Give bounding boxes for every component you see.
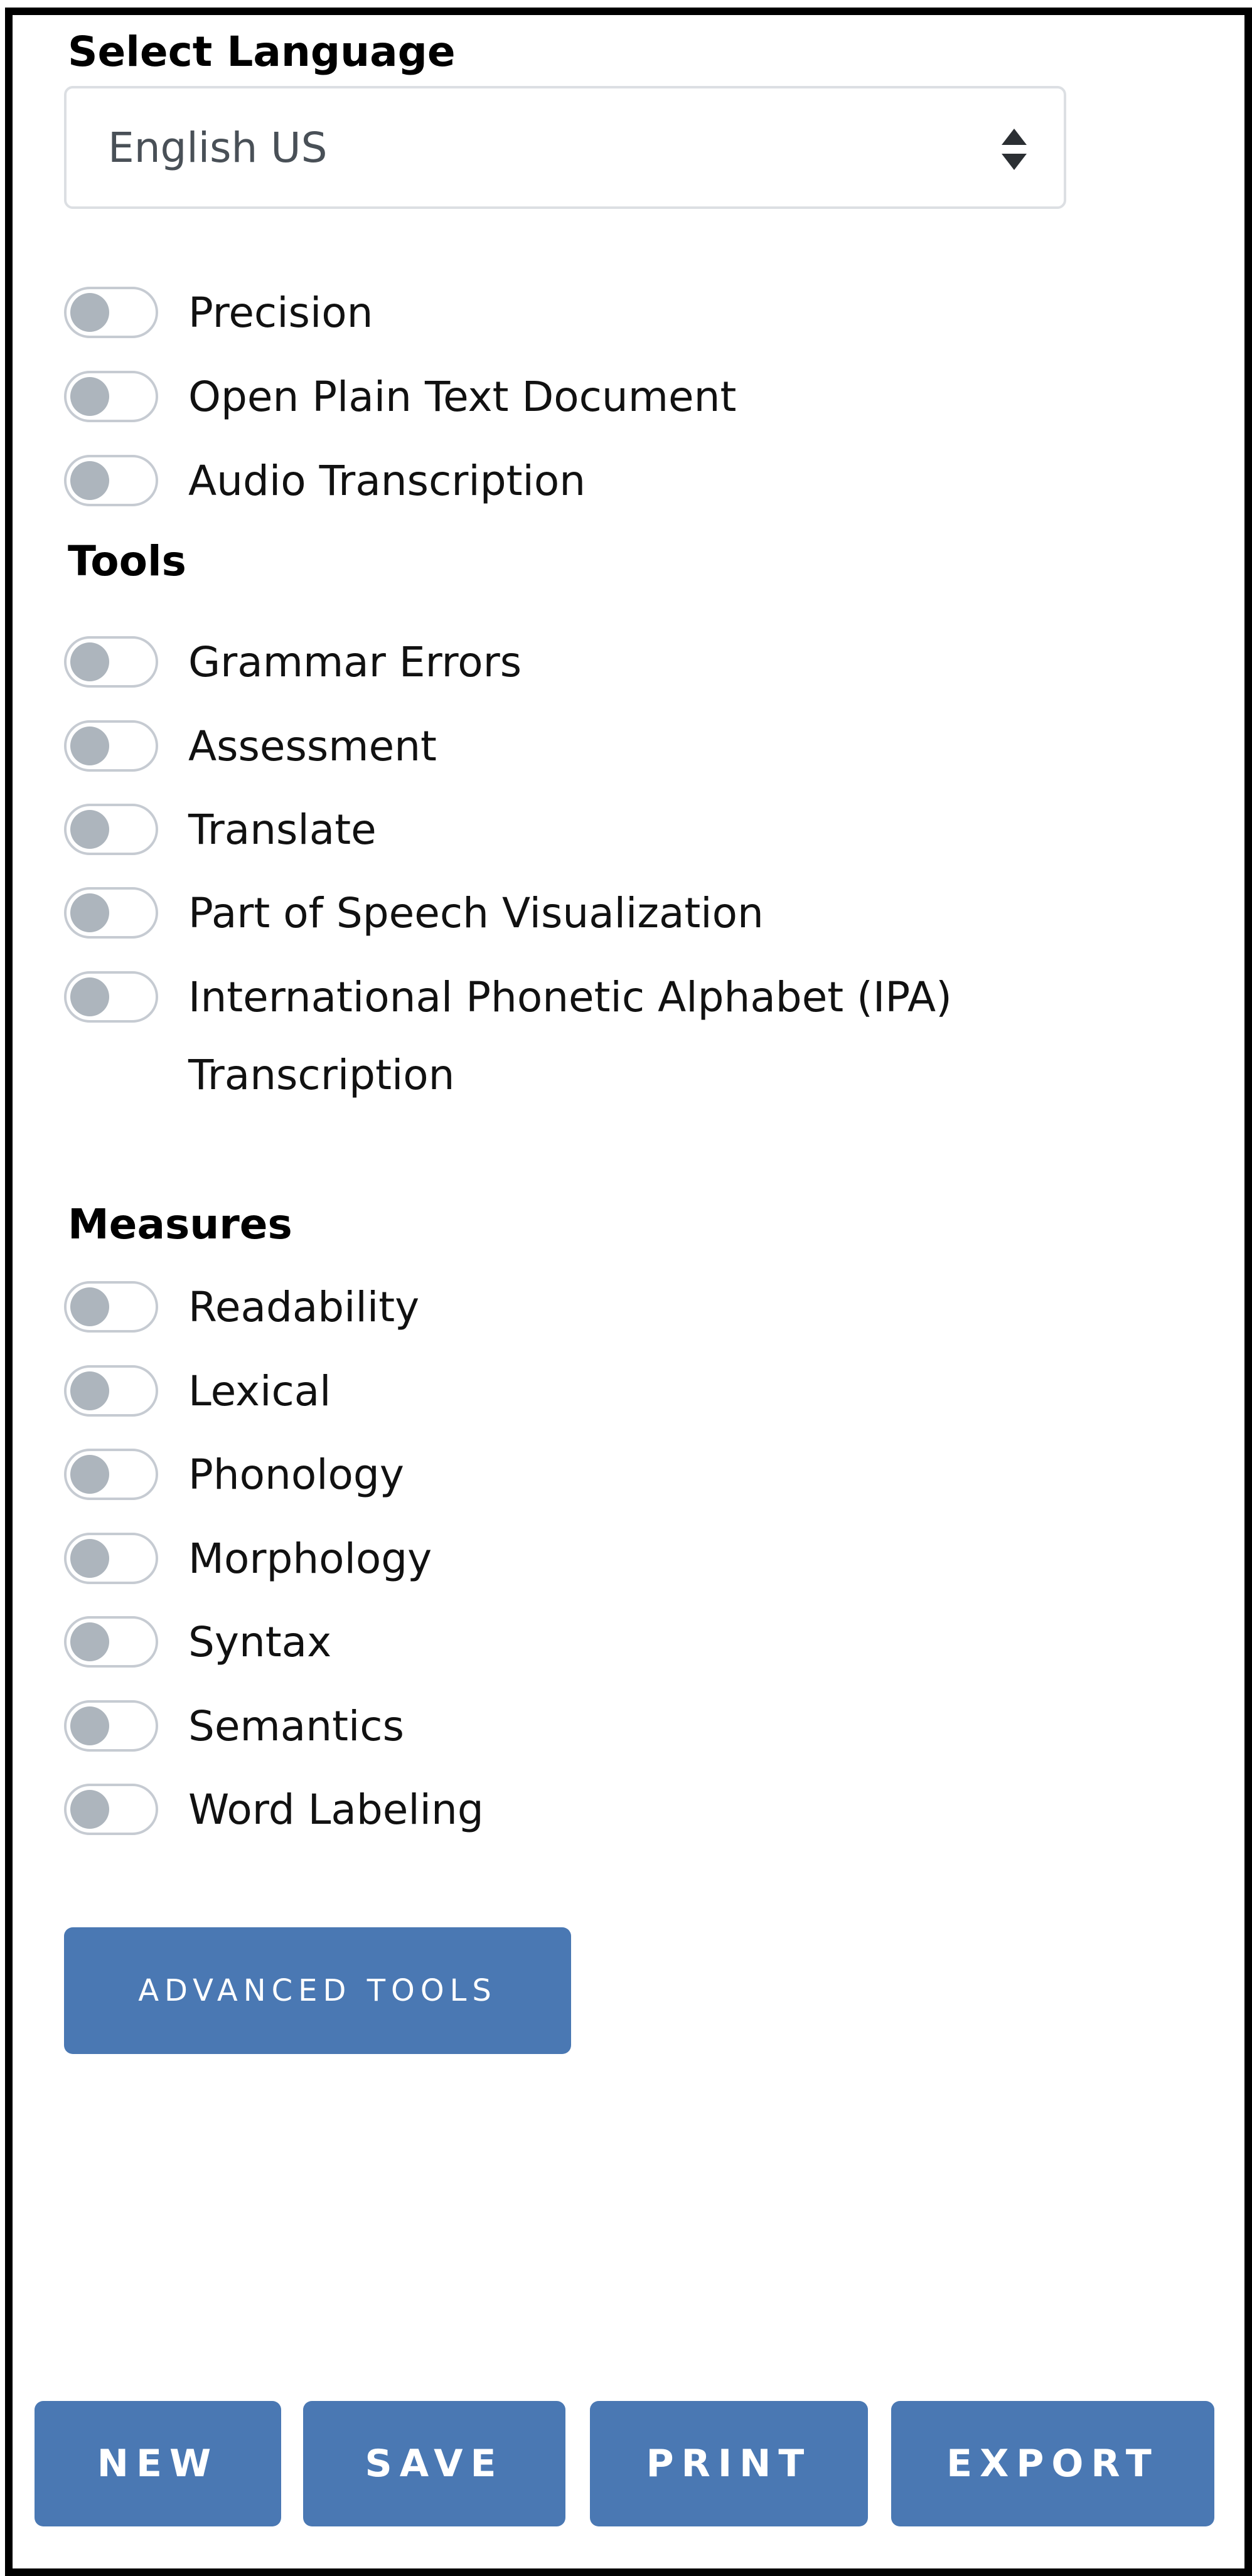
toggle-knob: [70, 810, 109, 849]
tool-label-translate: Translate: [188, 806, 377, 854]
tool-label-ipa-transcription-line1: International Phonetic Alphabet (IPA): [188, 973, 952, 1021]
toggle-open-plain-text-document[interactable]: [64, 371, 158, 422]
language-select[interactable]: [64, 86, 1066, 209]
measures-heading: Measures: [68, 1200, 292, 1248]
toggle-knob: [70, 642, 109, 681]
measure-label-morphology: Morphology: [188, 1535, 432, 1583]
toggle-knob: [70, 1706, 109, 1745]
toggle-lexical[interactable]: [64, 1365, 158, 1417]
option-label-audio-transcription: Audio Transcription: [188, 457, 586, 505]
option-label-open-plain-text-document: Open Plain Text Document: [188, 373, 737, 421]
toggle-semantics[interactable]: [64, 1700, 158, 1752]
toggle-part-of-speech-visualization[interactable]: [64, 887, 158, 939]
toggle-knob: [70, 1455, 109, 1494]
toggle-knob: [70, 893, 109, 932]
toggle-translate[interactable]: [64, 804, 158, 855]
measure-label-readability: Readability: [188, 1283, 420, 1331]
measure-label-semantics: Semantics: [188, 1702, 404, 1750]
toggle-knob: [70, 1539, 109, 1578]
toggle-knob: [70, 726, 109, 765]
tool-label-assessment: Assessment: [188, 722, 437, 770]
toggle-grammar-errors[interactable]: [64, 636, 158, 688]
toggle-assessment[interactable]: [64, 720, 158, 772]
measure-label-syntax: Syntax: [188, 1618, 332, 1666]
toggle-audio-transcription[interactable]: [64, 455, 158, 506]
save-button[interactable]: SAVE: [303, 2401, 565, 2526]
toggle-precision[interactable]: [64, 287, 158, 338]
advanced-tools-button[interactable]: ADVANCED TOOLS: [64, 1927, 571, 2054]
measure-label-phonology: Phonology: [188, 1450, 404, 1499]
toggle-knob: [70, 461, 109, 500]
new-button[interactable]: NEW: [35, 2401, 281, 2526]
option-label-precision: Precision: [188, 289, 373, 337]
toggle-word-labeling[interactable]: [64, 1784, 158, 1835]
toggle-knob: [70, 977, 109, 1016]
language-select-value: English US: [108, 124, 328, 172]
measure-label-word-labeling: Word Labeling: [188, 1786, 484, 1834]
toggle-knob: [70, 1622, 109, 1661]
tool-label-grammar-errors: Grammar Errors: [188, 638, 522, 686]
export-button[interactable]: EXPORT: [891, 2401, 1214, 2526]
toggle-knob: [70, 1790, 109, 1829]
toggle-readability[interactable]: [64, 1281, 158, 1333]
toggle-knob: [70, 1371, 109, 1410]
sort-arrows-icon: [1000, 127, 1028, 171]
toggle-morphology[interactable]: [64, 1533, 158, 1584]
select-language-heading: Select Language: [68, 28, 456, 76]
toggle-ipa-transcription[interactable]: [64, 971, 158, 1023]
tool-label-part-of-speech-visualization: Part of Speech Visualization: [188, 889, 764, 937]
toggle-knob: [70, 1287, 109, 1326]
print-button[interactable]: PRINT: [590, 2401, 868, 2526]
toggle-knob: [70, 377, 109, 416]
toggle-syntax[interactable]: [64, 1616, 158, 1668]
toggle-phonology[interactable]: [64, 1449, 158, 1500]
tools-heading: Tools: [68, 537, 186, 585]
tool-label-ipa-transcription-line2: Transcription: [188, 1051, 455, 1099]
toggle-knob: [70, 293, 109, 332]
measure-label-lexical: Lexical: [188, 1367, 331, 1415]
